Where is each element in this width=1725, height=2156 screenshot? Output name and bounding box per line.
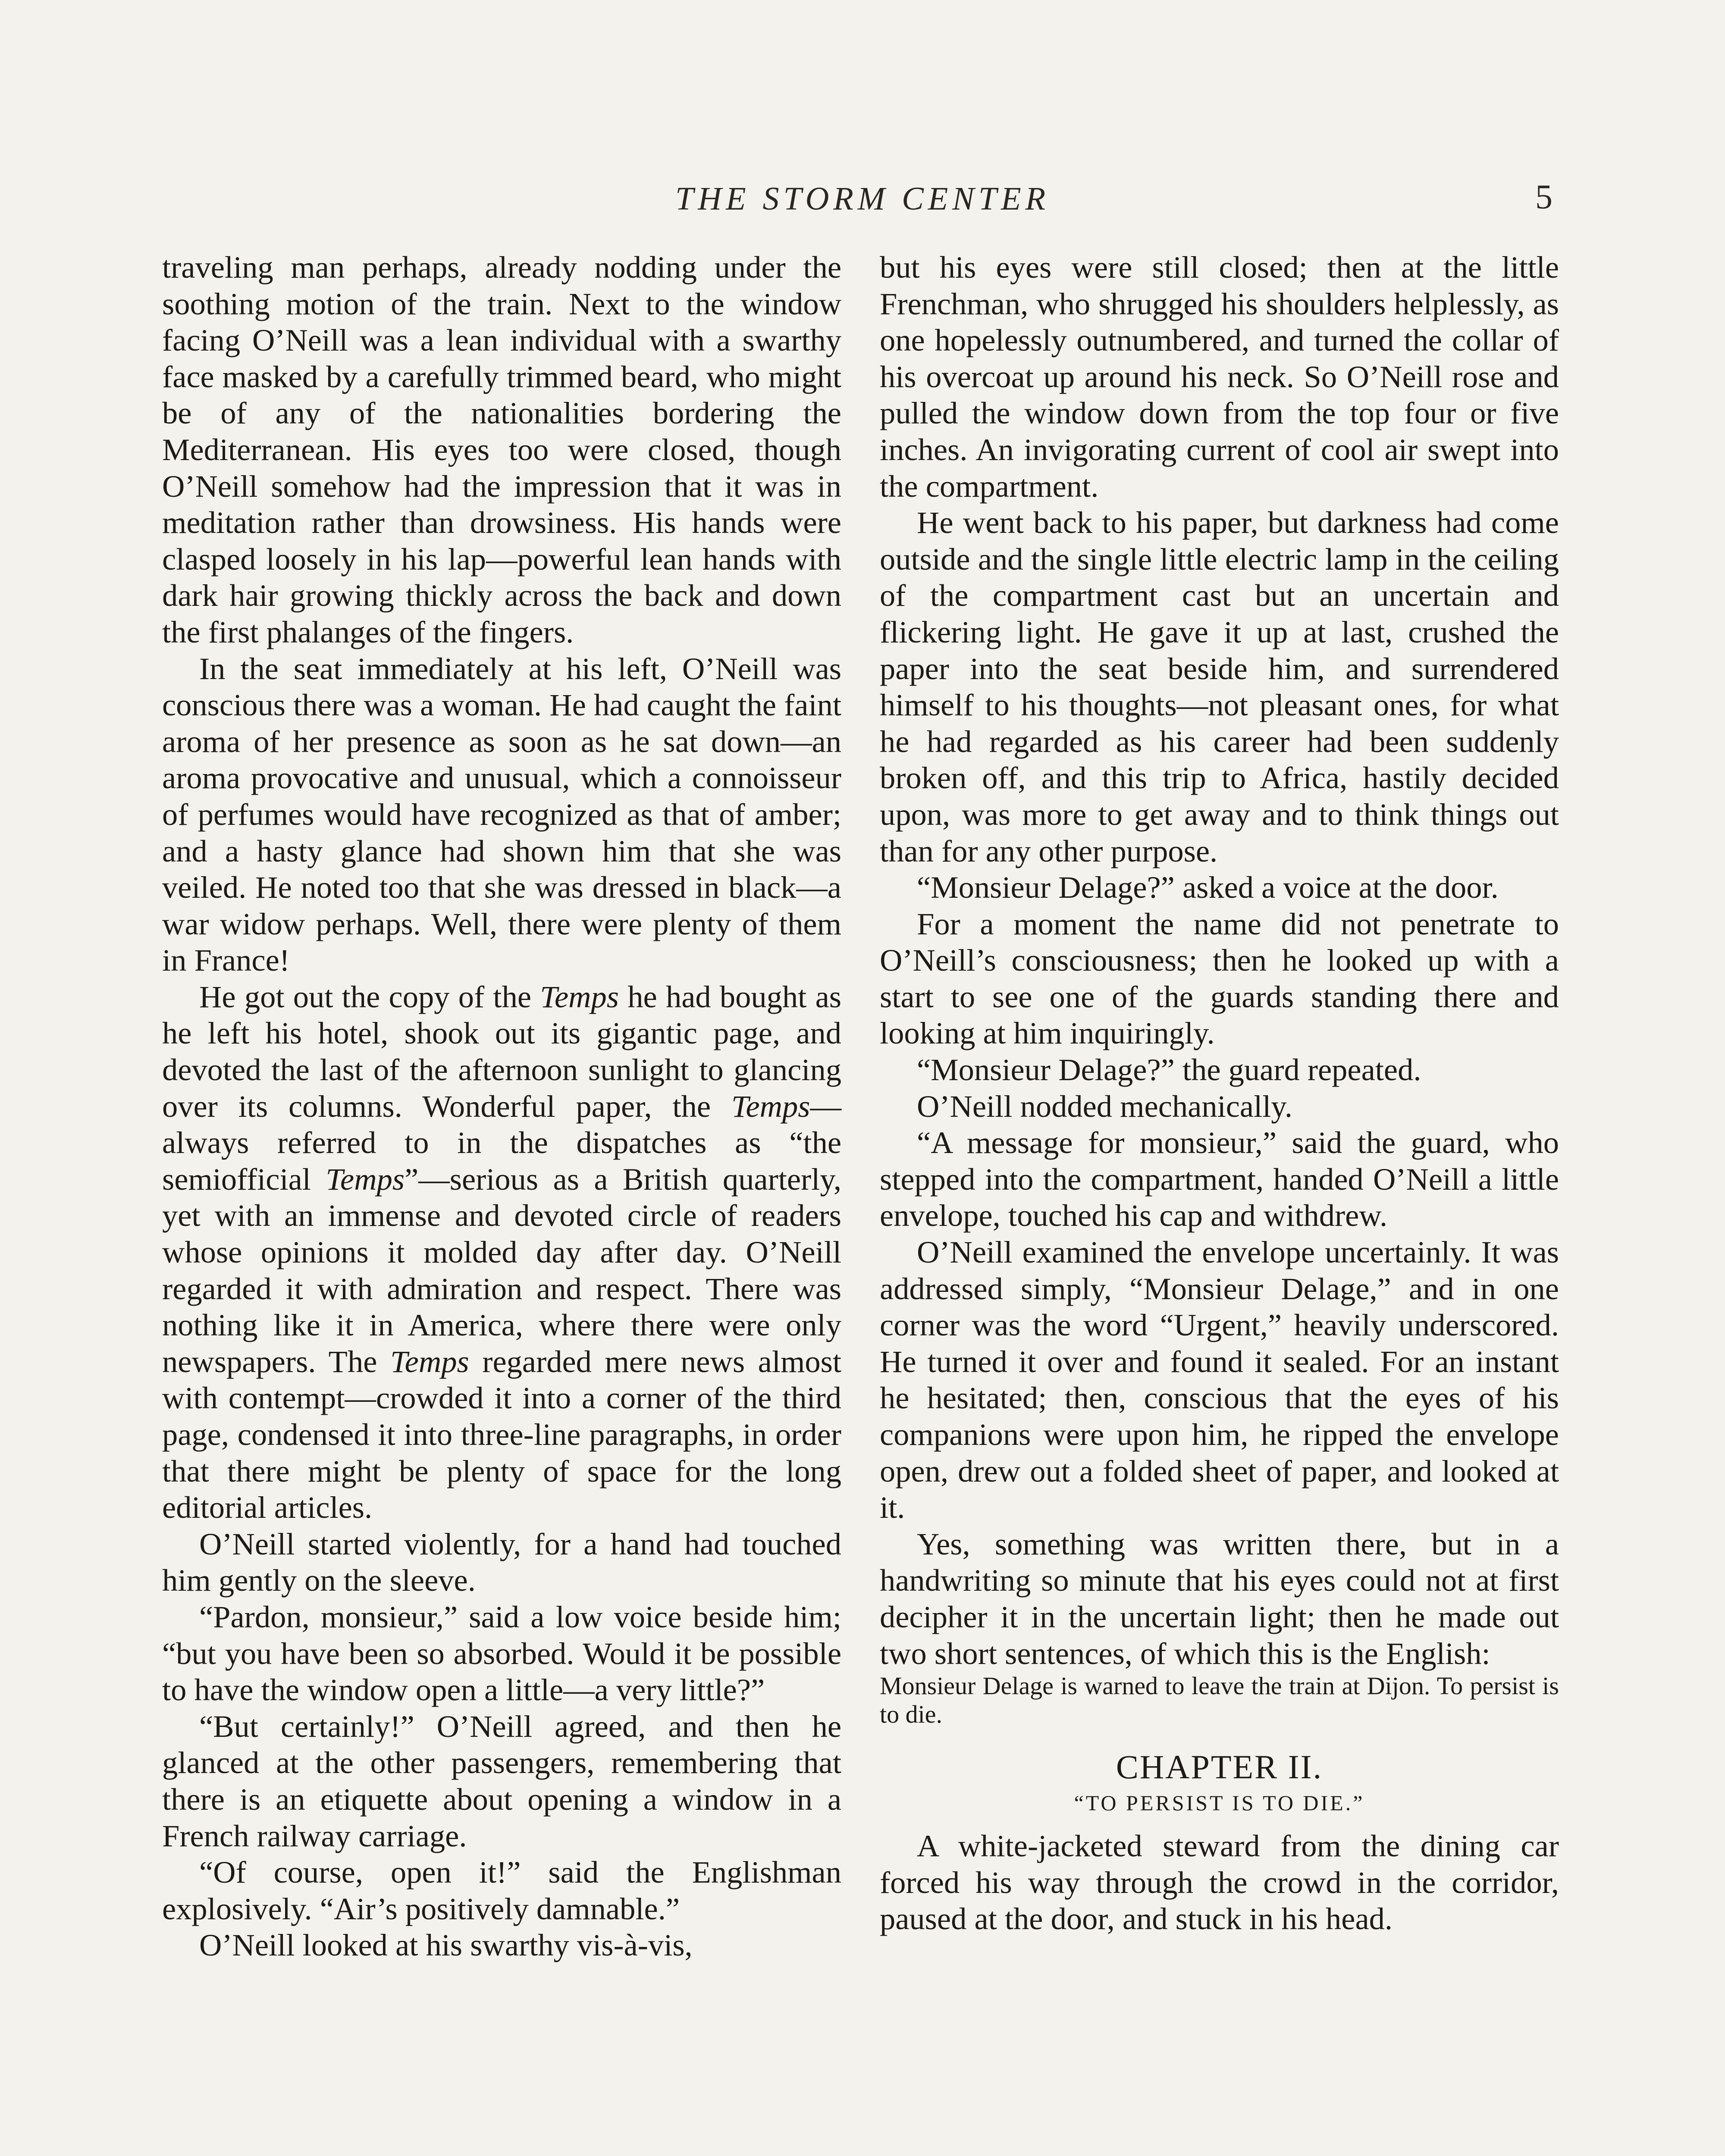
body-paragraph: “Monsieur Delage?” asked a voice at the door. [917, 870, 1499, 905]
body-paragraph: traveling man perhaps, already nodding under the soothing motion of the train. Next to the window facing O’Neill was a lean individual with a swarthy face masked by a carefully trimmed beard, who might be of any of the nationalities bordering the Mediterranean. His eyes too were closed, though O’Neill somehow had the impression that it was in meditation rather than drowsiness. His hands were clasped loosely in his lap—powerful lean hands with dark hair growing thickly across the back and down the first phalanges of the fingers. [162, 250, 841, 649]
text-run: regarded mere news almost with contempt—crowded it into a corner of the third page, condensed it into three-line paragraphs, in order that there might be plenty of space for the long editorial articles. [162, 1344, 841, 1525]
text-run: ”—serious as a British quarterly, yet with an immense and devoted circle of readers whose opinions it molded day after day. O’Neill regarded it with admiration and respect. There was nothing like it in America, where there were only newspapers. The [162, 1161, 841, 1379]
text-run: He got out the copy of the [199, 979, 540, 1014]
body-paragraph: He went back to his paper, but darkness had come outside and the single little electric lamp in the ceiling of the compartment cast but an uncertain and flickering light. He gave it up at last, crushed the paper into the seat beside him, and surrendered himself to his thoughts—not pleasant ones, for what he had regarded as his career had been suddenly broken off, and this trip to Africa, hastily decided upon, was more to get away and to think things out than for any other purpose. [880, 505, 1559, 868]
newspaper-title: Temps [731, 1088, 810, 1124]
body-paragraph-temps [162, 979, 841, 1526]
body-paragraph: “A message for monsieur,” said the guard, who stepped into the compartment, handed O’Neill a little envelope, touched his cap and withdrew. [880, 1125, 1559, 1233]
chapter-heading: CHAPTER II. [1116, 1748, 1323, 1786]
body-paragraph: but his eyes were still closed; then at the little Frenchman, who shrugged his shoulders helplessly, as one hopelessly outnumbered, and turned the collar of his overcoat up around his neck. So O’Neill rose and pulled the window down from the top four or five inches. An invigorating current of cool air swept into the compartment. [880, 250, 1559, 504]
left-column [162, 249, 841, 1964]
newspaper-title: Temps [540, 979, 619, 1014]
text-run: —always referred to in the dispatches as “the semiofficial [162, 1088, 841, 1197]
body-paragraph: “Pardon, monsieur,” said a low voice beside him; “but you have been so absorbed. Would it be possible to have the window open a little—a very little?” [162, 1599, 841, 1708]
quoted-note: Monsieur Delage is warned to leave the train at Dijon. To persist is to die. [880, 1672, 1559, 1729]
body-paragraph: Yes, something was written there, but in a handwriting so minute that his eyes could not at first decipher it in the uncertain light; then he made out two short sentences, of which this is the English: [880, 1526, 1559, 1671]
body-paragraph: O’Neill nodded mechanically. [917, 1088, 1293, 1124]
right-column [880, 249, 1559, 1937]
body-paragraph: In the seat immediately at his left, O’Neill was conscious there was a woman. He had caught the faint aroma of her presence as soon as he sat down—an aroma provocative and unusual, which a connoisseur of perfumes would have recognized as that of amber; and a hasty glance had shown him that she was veiled. He noted too that she was dressed in black—a war widow perhaps. Well, there were plenty of them in France! [162, 651, 841, 978]
body-paragraph: O’Neill looked at his swarthy vis-à-vis, [199, 1927, 693, 1963]
body-paragraph: O’Neill examined the envelope uncertainly. It was addressed simply, “Monsieur Delage,” and in one corner was the word “Urgent,” heavily underscored. He turned it over and found it sealed. For an instant he hesitated; then, conscious that the eyes of his companions were upon him, he ripped the envelope open, drew out a folded sheet of paper, and looked at it. [880, 1235, 1559, 1525]
newspaper-title: Temps [390, 1344, 469, 1379]
chapter-subtitle: “TO PERSIST IS TO DIE.” [1074, 1791, 1365, 1815]
body-paragraph: “Of course, open it!” said the Englishman explosively. “Air’s positively damnable.” [162, 1855, 841, 1926]
body-paragraph: “But certainly!” O’Neill agreed, and then he glanced at the other passengers, remembering that there is an etiquette about opening a window in a French railway carriage. [162, 1708, 841, 1853]
running-title: THE STORM CENTER [675, 181, 1050, 217]
body-paragraph: O’Neill started violently, for a hand had touched him gently on the sleeve. [162, 1526, 841, 1598]
text-run: he had bought as he left his hotel, shook out its gigantic page, and devoted the last of the afternoon sunlight to glancing over its columns. Wonderful paper, the [162, 979, 841, 1124]
body-paragraph: For a moment the name did not penetrate to O’Neill’s consciousness; then he looked up with a start to see one of the guards standing there and looking at him inquiringly. [880, 906, 1559, 1051]
page-number: 5 [1535, 178, 1552, 216]
body-paragraph: “Monsieur Delage?” the guard repeated. [917, 1052, 1421, 1087]
newspaper-title: Temps [326, 1161, 405, 1197]
body-paragraph: A white-jacketed steward from the dining car forced his way through the crowd in the corridor, paused at the door, and stuck in his head. [880, 1828, 1559, 1937]
